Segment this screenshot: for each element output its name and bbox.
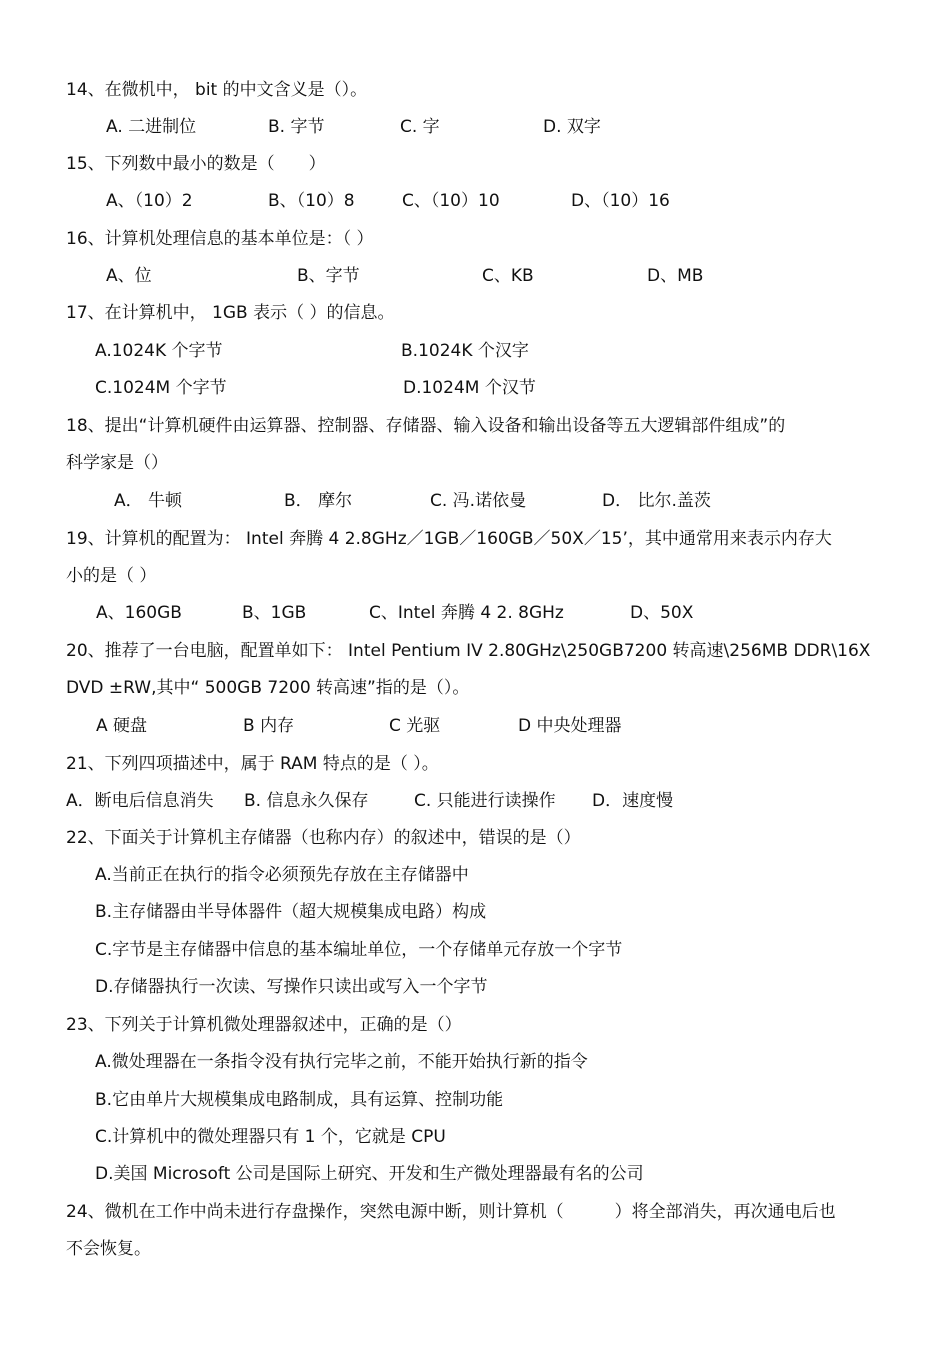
question-16-stem: 16、计算机处理信息的基本单位是：（ ） (66, 229, 374, 249)
q22-option-c: C.字节是主存储器中信息的基本编址单位，一个存储单元存放一个字节 (95, 940, 623, 960)
question-20-stem-line2: DVD ±RW,其中“ 500GB 7200 转高速”指的是（）。 (66, 678, 470, 698)
question-22-stem: 22、下面关于计算机主存储器（也称内存）的叙述中，错误的是（） (66, 828, 581, 848)
q15-option-d: D、（10）16 (571, 191, 670, 211)
question-15-stem: 15、下列数中最小的数是（ ） (66, 154, 326, 174)
q21-option-b: B. 信息永久保存 (244, 791, 369, 811)
q17-option-d: D.1024M 个汉节 (403, 378, 536, 398)
question-18-stem-line1: 18、提出“计算机硬件由运算器、控制器、存储器、输入设备和输出设备等五大逻辑部件组成”的 (66, 416, 786, 436)
question-17-stem: 17、在计算机中， 1GB 表示（ ）的信息。 (66, 303, 395, 323)
q21-option-c: C. 只能进行读操作 (414, 791, 556, 811)
q18-option-a: A． 牛顿 (114, 491, 183, 511)
question-23-stem: 23、下列关于计算机微处理器叙述中，正确的是（） (66, 1015, 462, 1035)
q19-option-b: B、1GB (242, 603, 307, 623)
q22-option-a: A.当前正在执行的指令必须预先存放在主存储器中 (95, 865, 469, 885)
q15-option-a: A、（10）2 (106, 191, 193, 211)
q14-option-d: D. 双字 (543, 117, 601, 137)
q14-option-c: C. 字 (400, 117, 440, 137)
q18-option-b: B． 摩尔 (284, 491, 353, 511)
question-18-stem-line2: 科学家是（） (66, 453, 168, 473)
question-19-stem-line2: 小的是（ ） (66, 566, 157, 586)
q18-option-c: C. 冯.诺依曼 (430, 491, 527, 511)
q18-option-d: D． 比尔.盖茨 (602, 491, 711, 511)
question-20-stem-line1: 20、推荐了一台电脑，配置单如下： Intel Pentium IV 2.80GHz\250GB7200 转高速\256MB DDR\16X (66, 641, 871, 661)
q22-option-d: D.存储器执行一次读、写操作只读出或写入一个字节 (95, 977, 488, 997)
q16-option-a: A、位 (106, 266, 152, 286)
q17-option-c: C.1024M 个字节 (95, 378, 227, 398)
q15-option-c: C、（10）10 (402, 191, 500, 211)
q19-option-d: D、50X (630, 603, 694, 623)
q15-option-b: B、（10）8 (268, 191, 355, 211)
question-19-stem-line1: 19、计算机的配置为： Intel 奔腾 4 2.8GHz／1GB／160GB／50X／15’，其中通常用来表示内存大 (66, 529, 832, 549)
q22-option-b: B.主存储器由半导体器件（超大规模集成电路）构成 (95, 902, 487, 922)
q16-option-d: D、MB (647, 266, 704, 286)
question-14-stem: 14、在微机中， bit 的中文含义是（）。 (66, 80, 368, 100)
question-21-stem: 21、下列四项描述中，属于 RAM 特点的是（ ）。 (66, 754, 439, 774)
question-24-stem-line2: 不会恢复。 (66, 1239, 151, 1259)
q23-option-a: A.微处理器在一条指令没有执行完毕之前，不能开始执行新的指令 (95, 1052, 588, 1072)
q19-option-a: A、160GB (96, 603, 182, 623)
q17-option-b: B.1024K 个汉字 (401, 341, 529, 361)
q14-option-b: B. 字节 (268, 117, 325, 137)
q19-option-c: C、Intel 奔腾 4 2. 8GHz (369, 603, 564, 623)
q16-option-b: B、字节 (297, 266, 360, 286)
question-24-stem-line1: 24、微机在工作中尚未进行存盘操作，突然电源中断，则计算机（ ）将全部消失，再次通电后也 (66, 1202, 836, 1222)
q20-option-a: A 硬盘 (96, 716, 148, 736)
q20-option-b: B 内存 (243, 716, 295, 736)
q23-option-c: C.计算机中的微处理器只有 1 个，它就是 CPU (95, 1127, 446, 1147)
q23-option-b: B.它由单片大规模集成电路制成，具有运算、控制功能 (95, 1090, 504, 1110)
q23-option-d: D.美国 Microsoft 公司是国际上研究、开发和生产微处理器最有名的公司 (95, 1164, 644, 1184)
q16-option-c: C、KB (482, 266, 534, 286)
q21-option-a: A．断电后信息消失 (66, 791, 214, 811)
q20-option-d: D 中央处理器 (518, 716, 622, 736)
q21-option-d: D．速度慢 (592, 791, 674, 811)
q17-option-a: A.1024K 个字节 (95, 341, 223, 361)
q20-option-c: C 光驱 (389, 716, 441, 736)
q14-option-a: A. 二进制位 (106, 117, 197, 137)
